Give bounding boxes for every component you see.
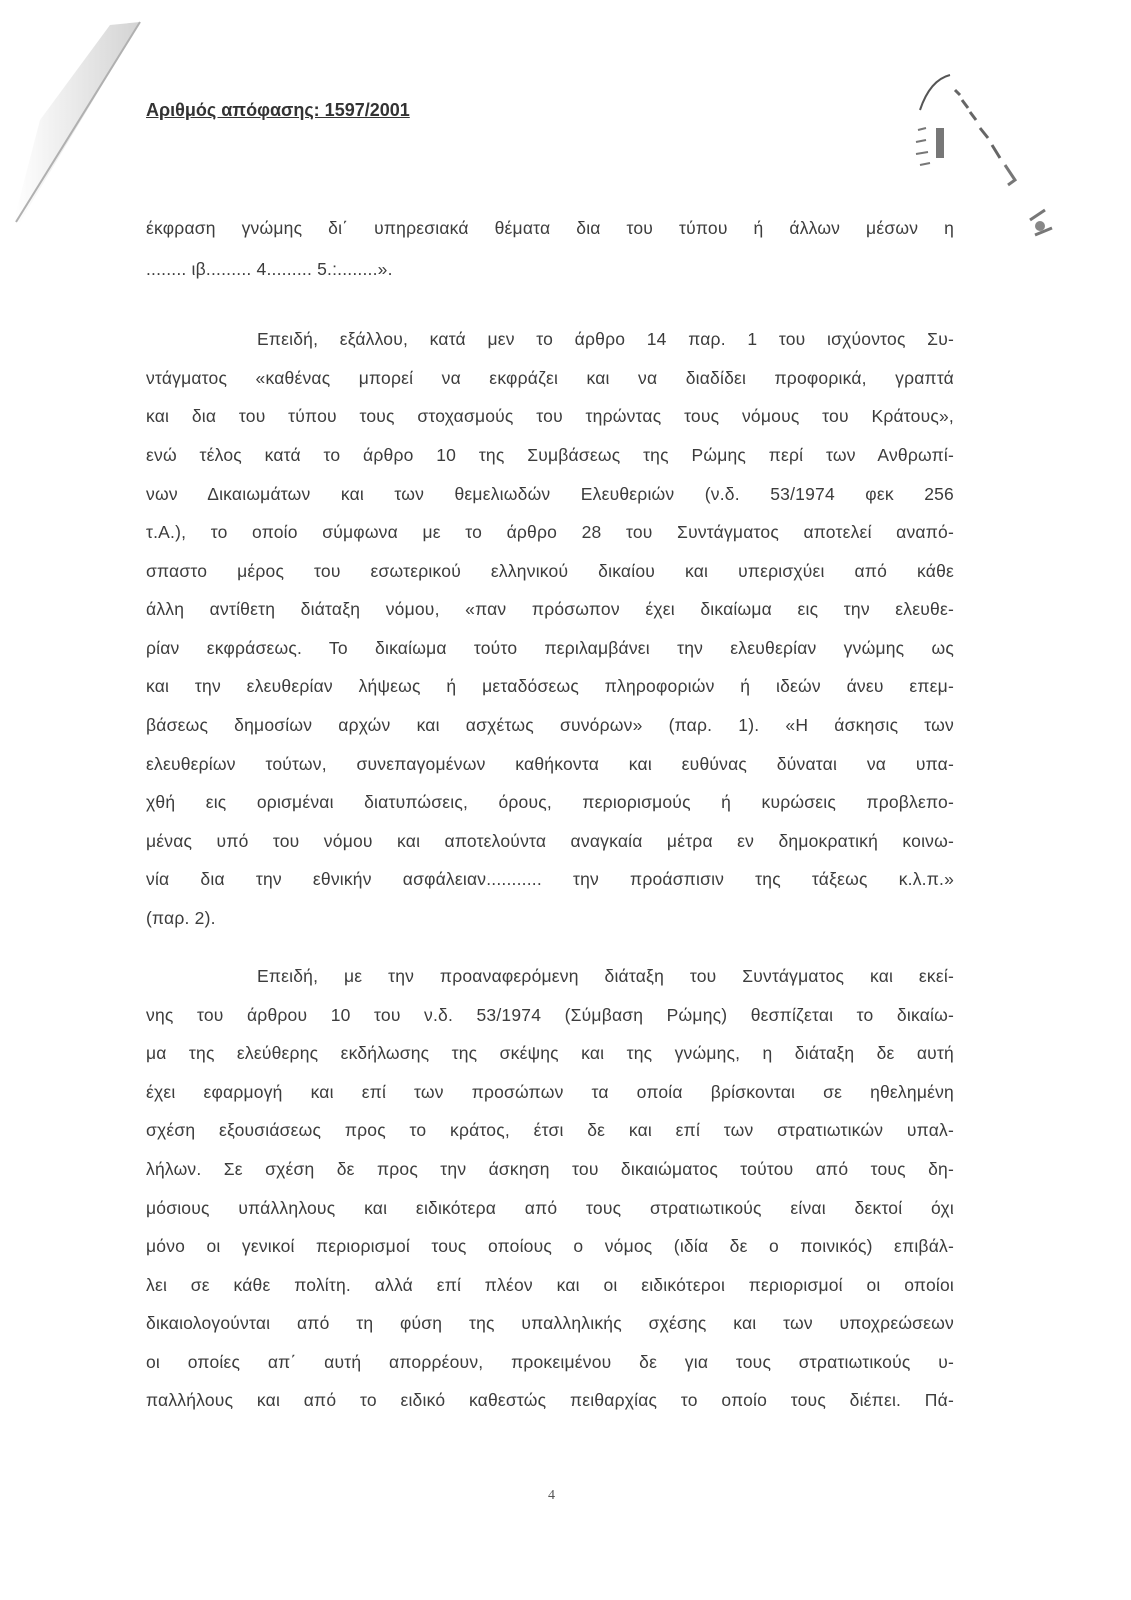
- text-line: μόνο οι γενικοί περιορισμοί τους οποίους ο νόμος (ιδία δε ο ποινικός) επιβάλ-: [146, 1236, 954, 1256]
- page-number: 4: [548, 1488, 555, 1503]
- text-line: παλλήλους και από το ειδικό καθεστώς πειθαρχίας το οποίο τους διέπει. Πά-: [146, 1390, 954, 1410]
- text-line: ενώ τέλος κατά το άρθρο 10 της Συμβάσεως της Ρώμης περί των Ανθρωπί-: [146, 445, 954, 465]
- text-line: νων Δικαιωμάτων και των θεμελιωδών Ελευθεριών (ν.δ. 53/1974 φεκ 256: [146, 484, 954, 504]
- text-line: χθή εις ορισμέναι διατυπώσεις, όρους, περιορισμούς ή κυρώσεις προβλεπο-: [146, 792, 954, 812]
- text-line: και την ελευθερίαν λήψεως ή μεταδόσεως πληροφοριών ή ιδεών άνευ επεμ-: [146, 676, 954, 696]
- text-line: μένας υπό του νόμου και αποτελούντα αναγκαία μέτρα εν δημοκρατική κοινω-: [146, 831, 954, 851]
- text-line: ........ ιβ......... 4......... 5.:........».: [146, 259, 393, 279]
- text-line: μόσιους υπάλληλους και ειδικότερα από τους στρατιωτικούς είναι δεκτοί όχι: [146, 1198, 954, 1218]
- text-line: οι οποίες απ΄ αυτή απορρέουν, προκειμένου δε για τους στρατιωτικούς υ-: [146, 1352, 954, 1372]
- text-line: μα της ελεύθερης εκδήλωσης της σκέψης και της γνώμης, η διάταξη δε αυτή: [146, 1043, 954, 1063]
- text-line: Επειδή, με την προαναφερόμενη διάταξη του Συντάγματος και εκεί-: [257, 966, 954, 986]
- decision-number-heading: Αριθμός απόφασης: 1597/2001: [146, 100, 410, 120]
- text-line: τ.Α.), το οποίο σύμφωνα με το άρθρο 28 του Συντάγματος αποτελεί αναπό-: [146, 522, 954, 542]
- text-line: έκφραση γνώμης δι΄ υπηρεσιακά θέματα δια του τύπου ή άλλων μέσων η: [146, 218, 954, 238]
- text-line: σπαστο μέρος του εσωτερικού ελληνικού δικαίου και υπερισχύει από κάθε: [146, 561, 954, 581]
- text-line: ντάγματος «καθένας μπορεί να εκφράζει και να διαδίδει προφορικά, γραπτά: [146, 368, 954, 388]
- text-line: και δια του τύπου τους στοχασμούς του τηρώντας τους νόμους του Κράτους»,: [146, 406, 954, 426]
- text-line: άλλη αντίθετη διάταξη νόμου, «παν πρόσωπον έχει δικαίωμα εις την ελευθε-: [146, 599, 954, 619]
- text-line: λήλων. Σε σχέση δε προς την άσκηση του δικαιώματος τούτου από τους δη-: [146, 1159, 954, 1179]
- text-line: σχέση εξουσιάσεως προς το κράτος, έτσι δε και επί των στρατιωτικών υπαλ-: [146, 1120, 954, 1140]
- text-line: έχει εφαρμογή και επί των προσώπων τα οποία βρίσκονται σε ηθελημένη: [146, 1082, 954, 1102]
- text-line: νης του άρθρου 10 του ν.δ. 53/1974 (Σύμβαση Ρώμης) θεσπίζεται το δικαίω-: [146, 1005, 954, 1025]
- text-line: νία δια την εθνικήν ασφάλειαν........... την προάσπισιν της τάξεως κ.λ.π.»: [146, 869, 954, 889]
- text-line: (παρ. 2).: [146, 908, 216, 928]
- text-line: Επειδή, εξάλλου, κατά μεν το άρθρο 14 παρ. 1 του ισχύοντος Συ-: [257, 329, 954, 349]
- text-line: βάσεως δημοσίων αρχών και ασχέτως συνόρων» (παρ. 1). «Η άσκησις των: [146, 715, 954, 735]
- text-line: λει σε κάθε πολίτη. αλλά επί πλέον και οι ειδικότεροι περιορισμοί οι οποίοι: [146, 1275, 954, 1295]
- text-line: δικαιολογούνται από τη φύση της υπαλληλικής σχέσης και των υποχρεώσεων: [146, 1313, 954, 1333]
- text-line: ρίαν εκφράσεως. Το δικαίωμα τούτο περιλαμβάνει την ελευθερίαν γνώμης ως: [146, 638, 954, 658]
- text-line: ελευθερίων τούτων, συνεπαγομένων καθήκοντα και ευθύνας δύναται να υπα-: [146, 754, 954, 774]
